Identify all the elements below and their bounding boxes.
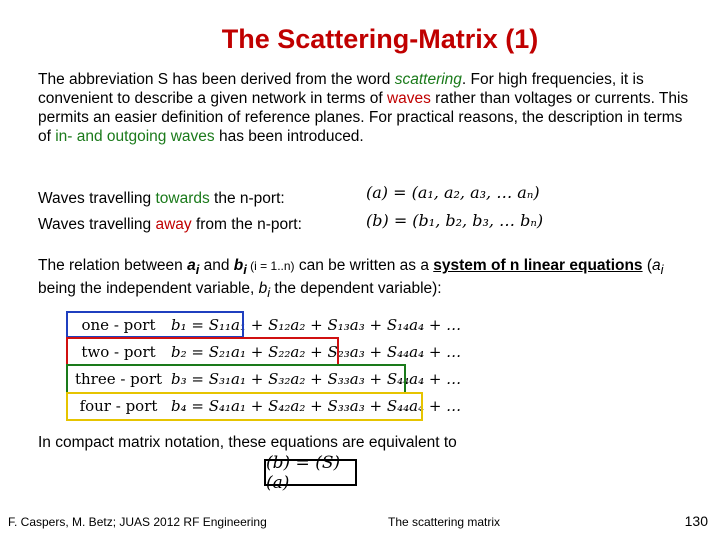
two-port-box [66,337,339,366]
equation-row-one-port: one - port b₁ = S₁₁a₁ + S₁₂a₂ + S₁₃a₃ + S₁₄a₄ + … [81,316,462,334]
relation-paragraph: The relation between $a_i$ and $b_i$ (i = 1..n) can be written as a system of n linear equations ($a_i$ being the independent variable, $b_i$ the dependent variable): [38,257,664,301]
footer-author: F. Caspers, M. Betz; JUAS 2012 RF Engineering [8,515,267,529]
page-number: 130 [684,513,708,529]
compact-notation-text: In compact matrix notation, these equations are equivalent to [38,434,457,451]
compact-formula: (b) = (S)(a) [264,459,357,486]
equation-row-three-port: three - port b₃ = S₃₁a₁ + S₃₂a₂ + S₃₃a₃ + S₄₄a₄ + … [74,370,462,388]
equation-row-four-port: four - port b₄ = S₄₁a₁ + S₄₂a₂ + S₃₃a₃ + S₄₄a₄ + … [79,397,462,415]
vector-b: (b) = (b₁, b₂, b₃, … bₙ) [366,211,544,230]
waves-towards-line: Waves travelling towards the n-port: [38,190,285,207]
scattering-term: scattering [394,71,462,88]
one-port-box [66,311,244,338]
three-port-box [66,364,406,394]
intro-paragraph: The abbreviation S has been derived from the word scattering. For high frequencies, it is convenient to describe a given network in terms of waves rather than voltages or currents. This permits an easier definition of reference planes. For practical reasons, the description in terms of in- and outgoing waves has been introduced. [38,71,689,145]
inout-term: in- and outgoing waves [55,128,215,145]
footer-topic: The scattering matrix [388,515,501,529]
vector-a: (a) = (a₁, a₂, a₃, … aₙ) [366,183,540,202]
waves-term: waves [386,90,431,107]
slide-title: The Scattering-Matrix (1) [221,24,539,54]
system-of-equations-term: system of n linear equations [433,257,643,274]
waves-away-line: Waves travelling away from the n-port: [38,216,302,233]
four-port-box [66,392,423,421]
equation-row-two-port: two - port b₂ = S₂₁a₁ + S₂₂a₂ + S₂₃a₃ + S₄₄a₄ + … [81,343,462,361]
